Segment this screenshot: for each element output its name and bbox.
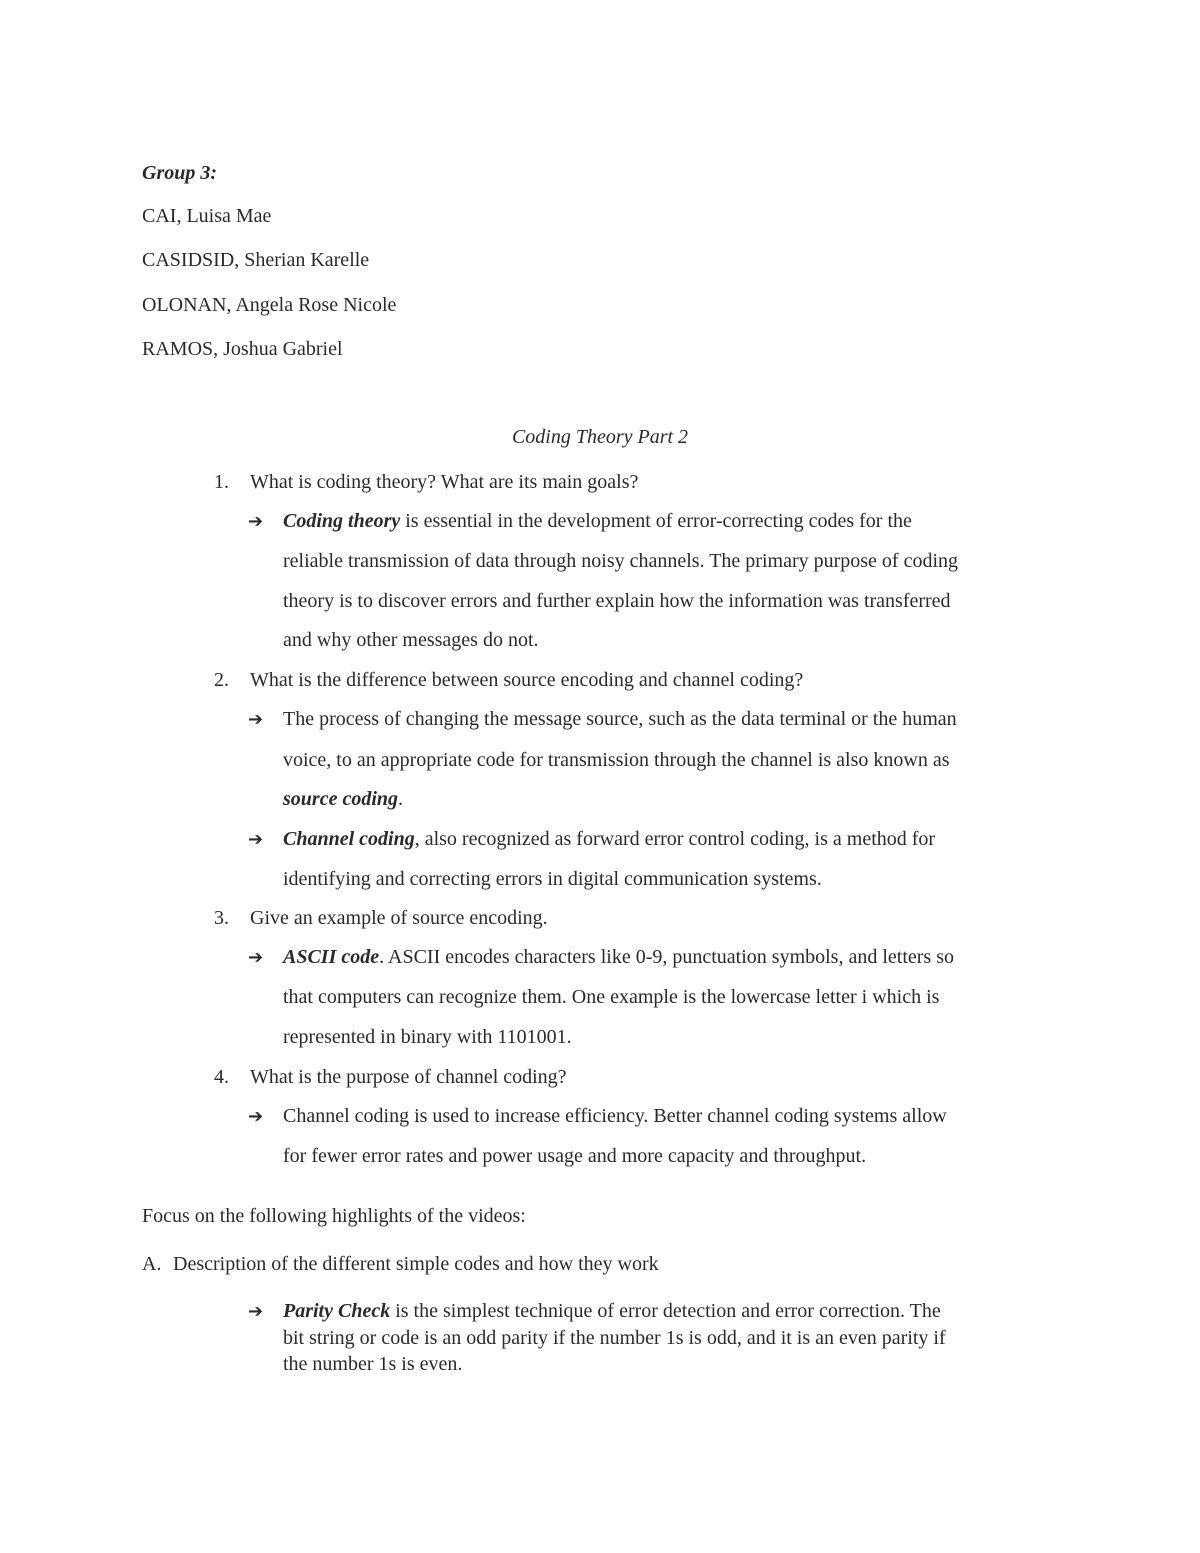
- answer-line: that computers can recognize them. One example is the lowercase letter i which is: [283, 986, 940, 1008]
- answer-line: source coding.: [283, 788, 403, 810]
- question-text: What is the purpose of channel coding?: [250, 1066, 567, 1088]
- member-name: CASIDSID, Sherian Karelle: [142, 249, 370, 271]
- answer-line: Channel coding is used to increase efficiency. Better channel coding systems allow: [283, 1105, 947, 1127]
- question-number: 4.: [214, 1066, 229, 1088]
- answer-term: Channel coding: [283, 828, 415, 850]
- focus-text: Focus on the following highlights of the videos:: [142, 1205, 526, 1227]
- arrow-bullet-icon: ➔: [248, 511, 264, 532]
- answer-line: represented in binary with 1101001.: [283, 1026, 572, 1048]
- answer-term: ASCII code: [283, 946, 380, 968]
- answer-line: identifying and correcting errors in digital communication systems.: [283, 868, 822, 890]
- answer-line: voice, to an appropriate code for transmission through the channel is also known as: [283, 749, 950, 771]
- member-name: OLONAN, Angela Rose Nicole: [142, 294, 397, 316]
- answer-line: bit string or code is an odd parity if the number 1s is odd, and it is an even parity if: [283, 1327, 946, 1349]
- question-text: What is the difference between source encoding and channel coding?: [250, 669, 804, 691]
- arrow-bullet-icon: ➔: [248, 829, 264, 850]
- question-number: 3.: [214, 907, 229, 929]
- arrow-bullet-icon: ➔: [248, 709, 264, 730]
- arrow-bullet-icon: ➔: [248, 1301, 264, 1322]
- answer-term: Parity Check: [283, 1300, 391, 1322]
- answer-line: reliable transmission of data through noisy channels. The primary purpose of coding: [283, 550, 959, 572]
- answer-line: The process of changing the message source, such as the data terminal or the human: [283, 708, 957, 730]
- member-name: RAMOS, Joshua Gabriel: [142, 338, 343, 360]
- question-text: What is coding theory? What are its main goals?: [250, 471, 639, 493]
- answer-line: Parity Check is the simplest technique of error detection and error correction. The: [283, 1300, 941, 1322]
- answer-term: Coding theory: [283, 510, 401, 532]
- answer-line: Coding theory is essential in the development of error-correcting codes for the: [283, 510, 912, 532]
- section-text: Description of the different simple codes and how they work: [173, 1253, 659, 1275]
- question-text: Give an example of source encoding.: [250, 907, 548, 929]
- answer-line: Channel coding, also recognized as forward error control coding, is a method for: [283, 828, 936, 850]
- answer-line: the number 1s is even.: [283, 1353, 463, 1375]
- arrow-bullet-icon: ➔: [248, 1106, 264, 1127]
- arrow-bullet-icon: ➔: [248, 947, 264, 968]
- question-number: 1.: [214, 471, 229, 493]
- section-letter: A.: [142, 1253, 162, 1275]
- answer-line: ASCII code. ASCII encodes characters like 0-9, punctuation symbols, and letters so: [283, 946, 954, 968]
- answer-term: source coding: [283, 788, 398, 810]
- question-number: 2.: [214, 669, 229, 691]
- answer-line: for fewer error rates and power usage and more capacity and throughput.: [283, 1145, 867, 1167]
- document-title: Coding Theory Part 2: [511, 426, 689, 448]
- answer-line: and why other messages do not.: [283, 629, 539, 651]
- answer-line: theory is to discover errors and further explain how the information was transferred: [283, 590, 951, 612]
- member-name: CAI, Luisa Mae: [142, 205, 272, 227]
- group-heading: Group 3:: [142, 162, 218, 184]
